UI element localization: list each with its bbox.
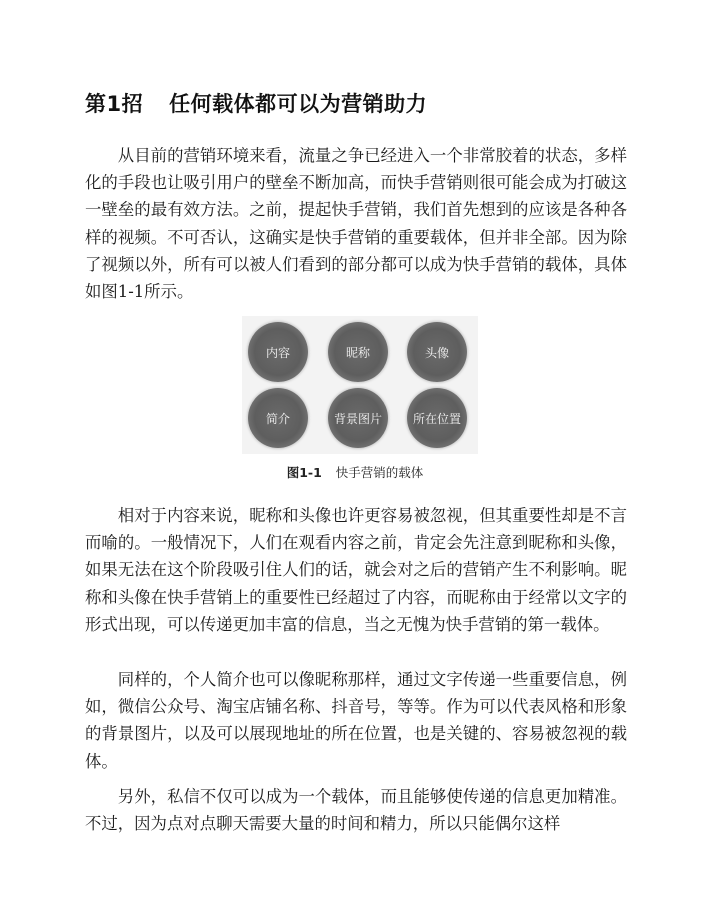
figure-caption-number: 图1-1: [286, 465, 322, 480]
paragraph-intro: 从目前的营销环境来看，流量之争已经进入一个非常胶着的状态，多样化的手段也让吸引用户的壁垒不断加高，而快手营销则很可能会成为打破这一壁垒的最有效方法。之前，提起快手营销，我们首先想到的应该是各种各样的视频。不可否认，这确实是快手营销的重要载体，但并非全部。因为除了视频以外，所有可以被人们看到的部分都可以成为快手营销的载体，具体如图1-1所示。: [85, 146, 627, 302]
paragraph-private-message: 另外，私信不仅可以成为一个载体，而且能够使传递的信息更加精准。不过，因为点对点聊天需要大量的时间和精力，所以只能偶尔这样: [85, 787, 627, 834]
section-title: 任何载体都可以为营销助力: [169, 92, 428, 116]
paragraph-nickname-avatar: 相对于内容来说，昵称和头像也许更容易被忽视，但其重要性却是不言而喻的。一般情况下，人们在观看内容之前，肯定会先注意到昵称和头像，如果无法在这个阶段吸引住人们的话，就会对之后的营销产生不利影响。昵称和头像在快手营销上的重要性已经超过了内容，而昵称由于经常以文字的形式出现，可以传递更加丰富的信息，当之无愧为快手营销的第一载体。: [85, 506, 627, 634]
carrier-circle-location: 所在位置: [407, 388, 467, 448]
carrier-circle-background: 背景图片: [328, 388, 388, 448]
carrier-circle-bio: 简介: [248, 388, 308, 448]
paragraph-bio: 同样的，个人简介也可以像昵称那样，通过文字传递一些重要信息，例如，微信公众号、淘宝店铺名称、抖音号，等等。作为可以代表风格和形象的背景图片，以及可以展现地址的所在位置，也是关键的、容易被忽视的载体。: [85, 670, 627, 771]
carrier-circle-nickname: 昵称: [328, 322, 388, 382]
section-heading: [85, 88, 427, 118]
figure-caption-text: 快手营销的载体: [335, 465, 424, 480]
section-number: 第1招: [85, 92, 144, 116]
figure-caption: [0, 463, 710, 481]
carrier-circle-avatar: 头像: [407, 322, 467, 382]
carrier-circle-content: 内容: [248, 322, 308, 382]
carrier-figure: [242, 316, 478, 454]
